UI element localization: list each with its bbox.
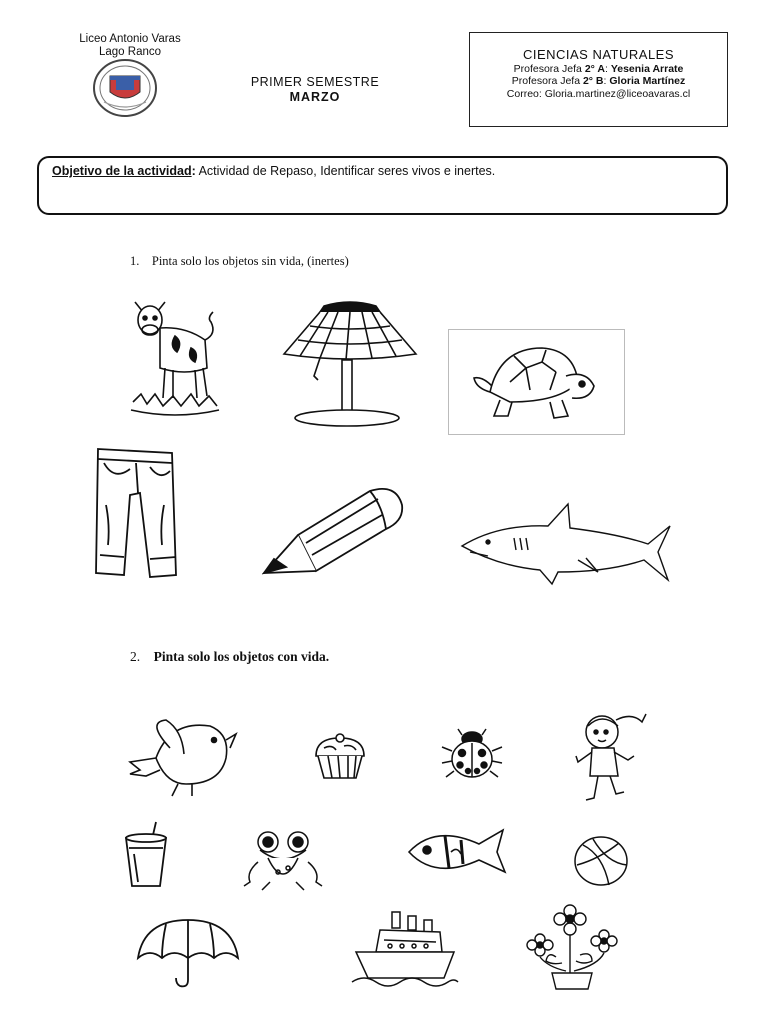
school-name-line1: Liceo Antonio Varas	[79, 33, 181, 45]
semester-title: PRIMER SEMESTRE	[250, 75, 380, 89]
subject-title: CIENCIAS NATURALES	[522, 47, 675, 62]
question-1-text: Pinta solo los objetos sin vida, (inertes)	[151, 254, 349, 268]
shark-icon[interactable]	[458, 500, 673, 585]
pencil-icon[interactable]	[260, 485, 405, 577]
question-1-number: 1.	[130, 254, 140, 268]
email-line: Correo: Gloria.martinez@liceoavaras.cl	[506, 87, 691, 100]
objective-label: Objetivo de la actividad	[52, 164, 192, 178]
boat-icon[interactable]	[350, 908, 460, 990]
teacher-a-name: Yesenia Arrate	[610, 62, 684, 75]
glass-icon[interactable]	[122, 820, 170, 890]
bird-icon[interactable]	[126, 718, 238, 798]
school-name-line2: Lago Ranco	[98, 46, 162, 58]
objective-box: Objetivo de la actividad: Actividad de Repaso, Identificar seres vivos e inertes.	[37, 156, 728, 215]
ladybug-icon[interactable]	[440, 727, 504, 782]
pants-icon[interactable]	[90, 445, 180, 580]
month-title: MARZO	[289, 90, 341, 104]
teacher-b-prefix: Profesora Jefa	[511, 75, 583, 87]
cupcake-icon[interactable]	[312, 732, 368, 782]
question-2-text: Pinta solo los objetos con vida.	[153, 649, 330, 664]
objective-text: Actividad de Repaso, Identificar seres vivos e inertes.	[198, 164, 496, 178]
fish-icon[interactable]	[405, 826, 507, 878]
flower-icon[interactable]	[518, 905, 628, 993]
subject-info-box	[469, 32, 728, 127]
frog-icon[interactable]	[242, 828, 324, 892]
teacher-a-prefix: Profesora Jefa	[513, 62, 585, 75]
cow-icon[interactable]	[125, 298, 225, 420]
school-name	[55, 33, 205, 59]
question-2	[130, 649, 329, 665]
teacher-a-line: Profesora Jefa 2° A: Yesenia Arrate	[513, 62, 684, 75]
question-2-number: 2.	[130, 649, 141, 664]
lamp-icon[interactable]	[280, 300, 420, 430]
school-crest-icon	[92, 58, 158, 118]
teacher-b-course: 2° B	[582, 75, 604, 87]
question-1	[130, 254, 349, 269]
ball-icon[interactable]	[573, 835, 629, 887]
turtle-icon[interactable]	[470, 342, 600, 422]
teacher-a-course: 2° A	[584, 62, 605, 75]
teacher-b-name: Gloria Martínez	[609, 75, 686, 87]
umbrella-icon[interactable]	[136, 916, 240, 988]
semester-block	[230, 75, 400, 105]
teacher-b-line: Profesora Jefa 2° B: Gloria Martínez	[511, 75, 686, 87]
girl-icon[interactable]	[572, 710, 650, 806]
